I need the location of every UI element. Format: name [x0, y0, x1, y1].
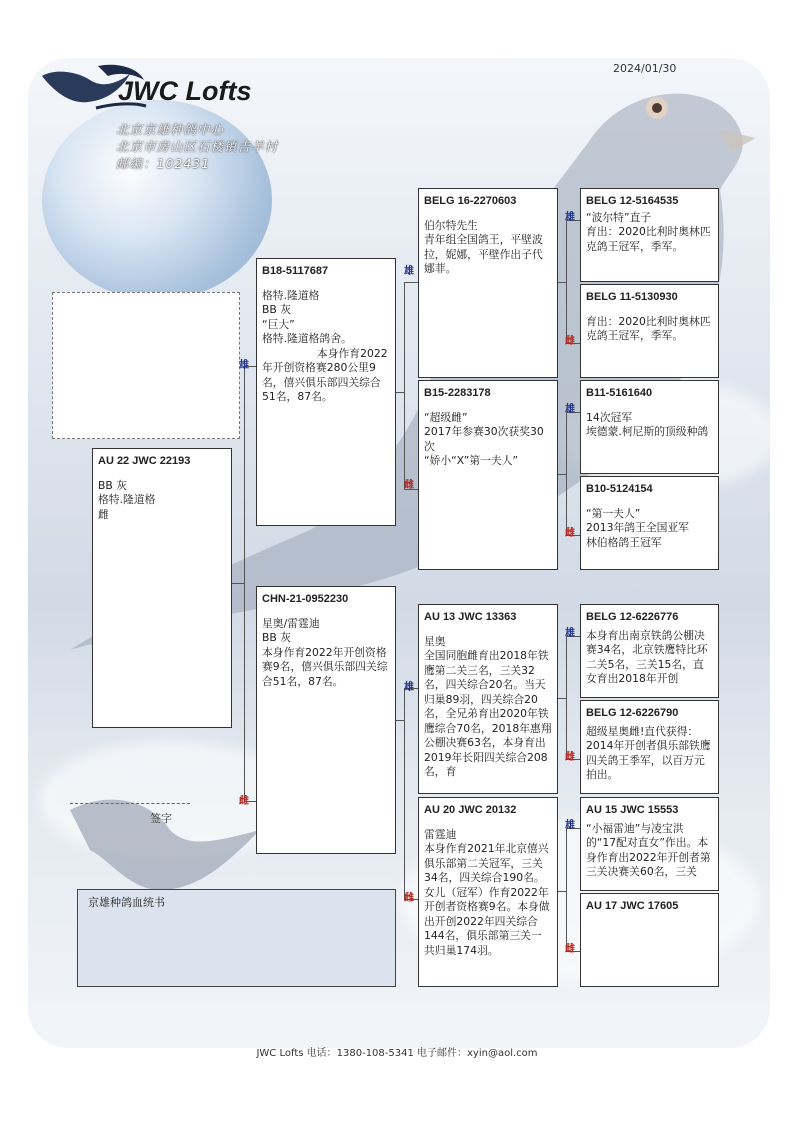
- subject-ring-number: AU 22 JWC 22193: [98, 455, 191, 467]
- document-date: 2024/01/30: [613, 62, 677, 75]
- male-sex-marker: 雄: [404, 266, 414, 277]
- postcode: 邮编：102431: [116, 156, 211, 171]
- female-sex-marker: 雌: [404, 893, 414, 904]
- grandsire-paternal-card[interactable]: [418, 188, 558, 378]
- connector-line: [566, 412, 567, 536]
- sire-card[interactable]: [256, 258, 396, 526]
- sire-sex-marker: 雄: [239, 360, 249, 371]
- great-grandparent-card[interactable]: [580, 797, 719, 891]
- pedigree-description: 超级星奥雌!直代获得：2014年开创者俱乐部铁鹰四关鸽王季军，以百万元拍出。: [586, 724, 711, 781]
- address-line-2: 北京市房山区石楼镇吉羊村: [116, 139, 279, 154]
- connector-line: [566, 220, 567, 344]
- great-grandparent-card[interactable]: [580, 284, 719, 378]
- pedigree-description: 星奥 全国同胞雌育出2018年铁鹰第二关三名，三关32名，四关综合20名。当天归巢89羽，四关综合20名，全兄弟育出2020年铁鹰综合70名，2018年惠翔公棚决赛63名，本身育出2019年长阳四关综合208名，育: [424, 634, 552, 778]
- ring-number: BELG 12-6226776: [586, 611, 679, 623]
- pedigree-description: “小福雷迪”与凌宝洪的“17配对直女”作出。本身作育出2022年开创者第三关决赛关60名，三关: [586, 821, 711, 878]
- ring-number: AU 13 JWC 13363: [424, 611, 517, 623]
- pedigree-description: “波尔特”直子 育出：2020比利时奥林匹克鸽王冠军，季军。: [586, 210, 711, 253]
- sire-ring-number: B18-5117687: [262, 265, 329, 277]
- ring-number: B11-5161640: [586, 387, 653, 399]
- ring-number: BELG 12-6226790: [586, 707, 679, 719]
- pedigree-description: 本身育出南京铁鸽公棚决赛34名，北京铁鹰特比环二关5名，三关15名，直女育出2018年开创: [586, 628, 708, 685]
- male-sex-marker: 雄: [565, 820, 575, 831]
- pedigree-description: 雷霆迪 本身作育2021年北京僖兴俱乐部第二关冠军，三关34名，四关综合190名。女儿（冠军）作育2022年开创者资格赛9名。本身做出开创2022年四关综合144名，俱乐部第三关一共归巢174羽。: [424, 827, 550, 957]
- ring-number: B15-2283178: [424, 387, 491, 399]
- granddam-paternal-card[interactable]: [418, 380, 558, 570]
- male-sex-marker: 雄: [565, 404, 575, 415]
- great-grandparent-card[interactable]: [580, 188, 719, 282]
- ring-number: AU 17 JWC 17605: [586, 900, 679, 912]
- granddam-maternal-card[interactable]: [418, 797, 558, 987]
- male-sex-marker: 雄: [565, 212, 575, 223]
- great-grandparent-card[interactable]: [580, 893, 719, 987]
- grandsire-maternal-card[interactable]: [418, 604, 558, 794]
- notes-label: 京雄种鸽血统书: [88, 896, 165, 909]
- connector-line: [566, 828, 567, 952]
- subject-strain: 格特.隆道格: [98, 493, 156, 506]
- ring-number: BELG 16-2270603: [424, 195, 517, 207]
- female-sex-marker: 雌: [565, 944, 575, 955]
- signature-label: 签字: [150, 812, 172, 825]
- connector-line: [404, 282, 418, 283]
- male-sex-marker: 雄: [565, 628, 575, 639]
- address-line-1: 北京京雄种鸽中心: [116, 122, 225, 137]
- sire-description: 格特.隆道格 BB 灰 “巨大” 格特.隆道格鸽舍。 本身作育2022年开创资格赛280公里9名，僖兴俱乐部四关综合51名，87名。: [262, 288, 388, 403]
- male-sex-marker: 雄: [404, 682, 414, 693]
- signature-line: [70, 803, 190, 804]
- subject-sex: 雌: [98, 507, 109, 521]
- dam-ring-number: CHN-21-0952230: [262, 593, 349, 605]
- pedigree-description: “超级雌” 2017年参赛30次获奖30次 “娇小“X”第一夫人”: [424, 410, 544, 467]
- pedigree-description: “第一夫人” 2013年鸽王全国亚军 林伯格鸽王冠军: [586, 506, 690, 549]
- great-grandparent-card[interactable]: [580, 604, 719, 698]
- pedigree-description: 育出：2020比利时奥林匹克鸽王冠军，季军。: [586, 314, 711, 342]
- notes-box[interactable]: [77, 889, 396, 987]
- pedigree-description: 伯尔特先生 青年组全国鸽王，平壁波拉，妮娜，平壁作出子代娜菲。: [424, 218, 543, 275]
- pedigree-description: 14次冠军 埃德蒙.柯尼斯的顶级种鸽: [586, 410, 709, 438]
- connector-line: [404, 688, 405, 900]
- female-sex-marker: 雌: [565, 528, 575, 539]
- ring-number: B10-5124154: [586, 483, 653, 495]
- great-grandparent-card[interactable]: [580, 476, 719, 570]
- ring-number: AU 15 JWC 15553: [586, 804, 679, 816]
- connector-line: [566, 636, 567, 760]
- ring-number: BELG 12-5164535: [586, 195, 679, 207]
- female-sex-marker: 雌: [404, 480, 414, 491]
- ring-number: BELG 11-5130930: [586, 291, 678, 303]
- photo-placeholder[interactable]: [52, 292, 240, 439]
- ring-number: AU 20 JWC 20132: [424, 804, 517, 816]
- dam-card[interactable]: [256, 586, 396, 854]
- female-sex-marker: 雌: [565, 752, 575, 763]
- connector-line: [404, 282, 405, 490]
- connector-line: [231, 583, 245, 584]
- dam-description: 星奥/雷霆迪 BB 灰 本身作育2022年开创资格赛9名，僖兴俱乐部四关综合51名，87名。: [262, 616, 388, 688]
- subject-card[interactable]: [92, 448, 232, 728]
- dam-sex-marker: 雌: [239, 796, 249, 807]
- footer-contact: JWC Lofts 电话：1380-108-5341 电子邮件：xyin@aol.com: [256, 1048, 538, 1059]
- great-grandparent-card[interactable]: [580, 380, 719, 474]
- subject-color: BB 灰: [98, 478, 128, 492]
- great-grandparent-card[interactable]: [580, 700, 719, 794]
- brand-name: JWC Lofts: [118, 76, 252, 106]
- female-sex-marker: 雌: [565, 336, 575, 347]
- connector-line: [244, 366, 245, 802]
